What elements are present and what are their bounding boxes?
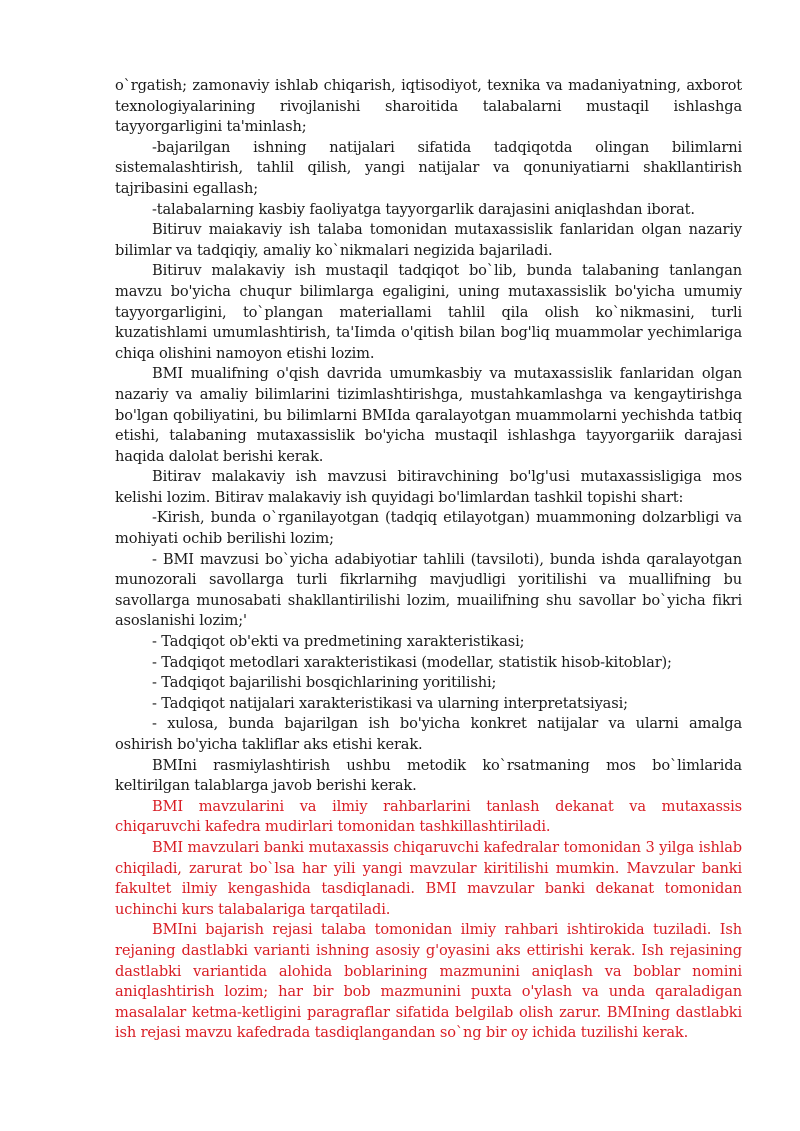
paragraph-5: Bitiruv malakaviy ish mustaqil tadqiqot bo`lib, bunda talabaning tanlangan mavzu bo'yicha chuqur bilimlarga egaligini, uning mutaxassislik bo'yicha umumiy tayyorgarligini, to`plangan materiallami tahlil qila olish ko`nikmasini, turli kuzatishlami umumlashtirish, ta'Iimda o'qitish bilan bog'liq muammolar yechimlariga chiqa olishini namoyon etishi lozim. (115, 262, 742, 362)
paragraph-12: - Tadqiqot bajarilishi bosqichlarining yoritilishi; (152, 674, 497, 692)
paragraph-6: BMI mualifning o'qish davrida umumkasbiy va mutaxassislik fanlaridan olgan nazariy va amaliy bilimlarini tizimlashtirishga, mustahkamlashga va kengaytirishga bo'lgan qobiliyatini, bu bilimlarni BMIda qaralayotgan muammolarni yechishda tatbiq etishi, talabaning mutaxassislik bo'yicha mustaqil ishlashga tayyorgariik darajasi haqida dalolat berishi kerak. (115, 365, 742, 465)
paragraph-10: - Tadqiqot ob'ekti va predmetining xarakteristikasi; (152, 633, 525, 651)
paragraph-8: -Kirish, bunda o`rganilayotgan (tadqiq etilayotgan) muammoning dolzarbligi va mohiyati ochib berilishi lozim; (115, 509, 742, 548)
paragraph-16-highlighted: BMI mavzularini va ilmiy rahbarlarini tanlash dekanat va mutaxassis chiqaruvchi kafedra mudirlari tomonidan tashkillashtiriladi. (115, 797, 742, 836)
document-body (115, 76, 742, 1044)
paragraph-14: - xulosa, bunda bajarilgan ish bo'yicha konkret natijalar va ularni amalga oshirish bo'yicha takliflar aks etishi kerak. (115, 715, 742, 753)
paragraph-11: - Tadqiqot metodlari xarakteristikasi (modellar, statistik hisob-kitoblar); (152, 653, 672, 671)
paragraph-17-highlighted: BMI mavzulari banki mutaxassis chiqaruvchi kafedralar tomonidan 3 yilga ishlab chiqiladi, zarurat bo`lsa har yili yangi mavzular kiritilishi mumkin. Mavzular banki fakultet ilmiy kengashida tasdiqlanadi. BMI mavzular banki dekanat tomonidan uchinchi kurs talabalariga tarqatiladi. (115, 838, 742, 918)
paragraph-9: - BMI mavzusi bo`yicha adabiyotiar tahlili (tavsiloti), bunda ishda qaralayotgan munozorali savollarga turli fikrlarnihg mavjudligi yoritilishi va muallifning bu savollarga munosabati shakllantirilishi lozim, muailifning shu savollar bo`yicha fikri asoslanishi lozim;' (115, 550, 742, 630)
paragraph-3: -talabalarning kasbiy faoliyatga tayyorgarlik darajasini aniqlashdan iborat. (152, 200, 695, 218)
paragraph-2: -bajarilgan ishning natijalari sifatida tadqiqotda olingan bilimlarni sistemalashtirish, tahlil qilish, yangi natijalar va qonuniyatiarni shakllantirish tajribasini egallash; (115, 138, 742, 197)
paragraph-15: BMIni rasmiylashtirish ushbu metodik ko`rsatmaning mos bo`limlarida keltirilgan talablarga javob berishi kerak. (115, 756, 742, 795)
paragraph-7: Bitirav malakaviy ish mavzusi bitiravchining bo'lg'usi mutaxassisligiga mos kelishi lozim. Bitirav malakaviy ish quyidagi bo'limlardan tashkil topishi shart: (115, 468, 742, 506)
paragraph-1: o`rgatish; zamonaviy ishlab chiqarish, iqtisodiyot, texnika va madaniyatning, axborot texnologiyalarining rivojlanishi sharoitida talabalarni mustaqil ishlashga tayyorgarligini ta'minlash; (115, 77, 742, 136)
paragraph-18-highlighted: BMIni bajarish rejasi talaba tomonidan ilmiy rahbari ishtirokida tuziladi. Ish rejaning dastlabki varianti ishning asosiy g'oyasini aks ettirishi kerak. Ish rejasining dastlabki variantida alohida boblarining mazmunini aniqlash va boblar nomini aniqlashtirish lozim; har bir bob mazmunini puxta o'ylash va unda qaraladigan masalalar ketma-ketligini paragraflar sifatida belgilab olish zarur. BMIning dastlabki ish rejasi mavzu kafedrada tasdiqlangandan so`ng bir oy ichida tuzilishi kerak. (115, 921, 742, 1042)
paragraph-13: - Tadqiqot natijalari xarakteristikasi va ularning interpretatsiyasi; (152, 694, 628, 712)
paragraph-4: Bitiruv maiakaviy ish talaba tomonidan mutaxassislik fanlaridan olgan nazariy bilimlar va tadqiqiy, amaliy ko`nikmalari negizida bajariladi. (115, 221, 742, 259)
